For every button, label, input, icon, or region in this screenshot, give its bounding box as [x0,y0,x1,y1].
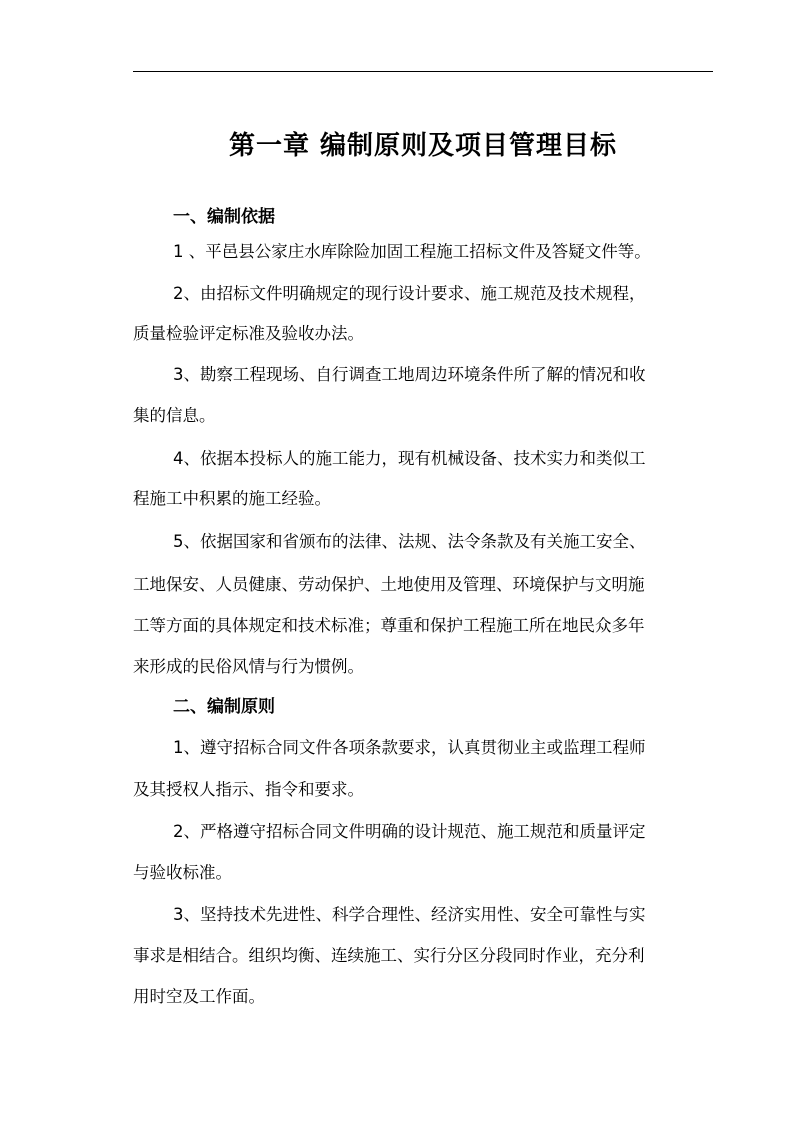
paragraph-line: 3、坚持技术先进性、科学合理性、经济实用性、安全可靠性与实 [173,905,646,924]
paragraph-line: 用时空及工作面。 [133,987,265,1006]
paragraph-line: 程施工中积累的施工经验。 [133,489,331,508]
paragraph-line: 与验收标准。 [133,863,232,882]
paragraph-line: 2、严格遵守招标合同文件明确的设计规范、施工规范和质量评定 [173,822,646,841]
paragraph-line: 工地保安、人员健康、劳动保护、土地使用及管理、环境保护与文明施 [133,575,645,594]
paragraph-line: 4、依据本投标人的施工能力，现有机械设备、技术实力和类似工 [173,449,646,468]
paragraph-line: 集的信息。 [133,406,216,425]
paragraph-line: 质量检验评定标准及验收办法。 [133,324,364,343]
section-heading-principles: 二、编制原则 [173,697,275,717]
paragraph-line: 工等方面的具体规定和技术标准；尊重和保护工程施工所在地民众多年 [133,616,645,635]
paragraph-line: 5、依据国家和省颁布的法律、法规、法令条款及有关施工安全、 [173,532,646,551]
section-heading-basis: 一、编制依据 [173,207,275,227]
paragraph-line: 来形成的民俗风情与行为惯例。 [133,657,364,676]
header-rule [133,71,713,72]
paragraph-line: 1 、平邑县公家庄水库除险加固工程施工招标文件及答疑文件等。 [173,242,651,261]
chapter-title: 第一章 编制原则及项目管理目标 [228,131,618,161]
paragraph-line: 2、由招标文件明确规定的现行设计要求、施工规范及技术规程， [173,284,646,303]
paragraph-line: 3、勘察工程现场、自行调查工地周边环境条件所了解的情况和收 [173,365,646,384]
paragraph-line: 及其授权人指示、指令和要求。 [133,780,364,799]
paragraph-line: 事求是相结合。组织均衡、连续施工、实行分区分段同时作业，充分利 [133,946,645,965]
paragraph-line: 1、遵守招标合同文件各项条款要求，认真贯彻业主或监理工程师 [173,738,646,757]
